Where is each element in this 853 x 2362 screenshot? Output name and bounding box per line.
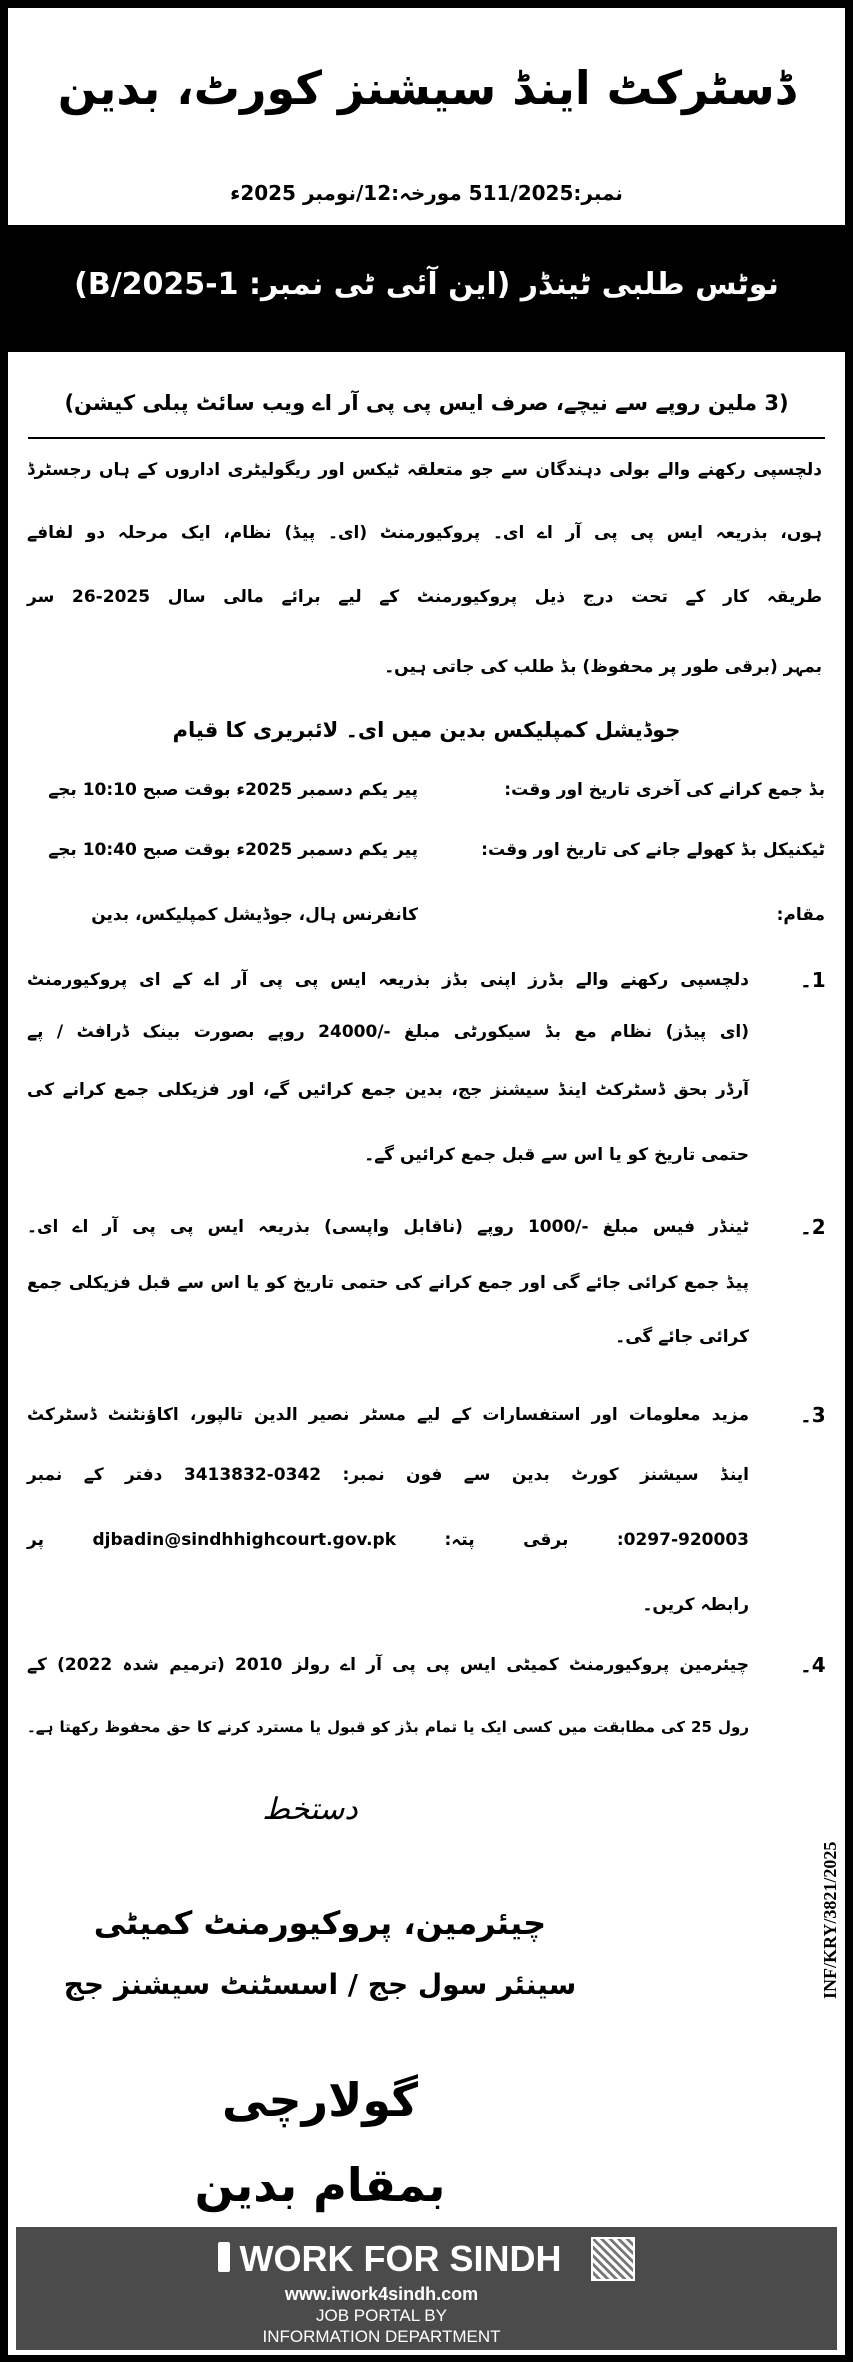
schedule-value: پیر یکم دسمبر 2025ء بوقت صبح 10:10 بجے	[48, 780, 418, 800]
term-number: 3۔	[800, 1403, 826, 1427]
term-number: 4۔	[800, 1653, 826, 1677]
term-line: رابطہ کریں۔	[642, 1595, 749, 1615]
qr-code-icon	[591, 2237, 635, 2281]
term-line: رول 25 کی مطابقت میں کسی ایک یا تمام بڈز کو قبول یا مسترد کرنے کا حق محفوظ رکھتا ہے۔	[27, 1718, 749, 1736]
reference-number: نمبر:511/2025 مورخہ:12/نومبر 2025ء	[230, 181, 623, 205]
term-line: حتمی تاریخ کو یا اس سے قبل جمع کرائیں گے۔	[364, 1145, 749, 1165]
publication-subtitle: (3 ملین روپے سے نیچے، صرف ایس پی پی آر اے ویب سائٹ پبلی کیشن)	[64, 391, 789, 415]
term-line: آرڈر بحق ڈسٹرکٹ اینڈ سیشنز جج، بدین جمع کرائیں گے، اور فزیکلی جمع کرانے کی	[27, 1080, 749, 1100]
intro-line: بمہر (برقی طور پر محفوظ) بڈ طلب کی جاتی ہیں۔	[384, 657, 822, 677]
term-line: اینڈ سیشنز کورٹ بدین سے فون نمبر: 0342-3413832 دفتر کے نمبر	[27, 1465, 749, 1485]
schedule-value: پیر یکم دسمبر 2025ء بوقت صبح 10:40 بجے	[48, 840, 418, 860]
schedule-value: کانفرنس ہال، جوڈیشل کمپلیکس، بدین	[91, 905, 418, 925]
term-line: کرائی جائے گی۔	[615, 1327, 749, 1347]
term-line: دلچسپی رکھنے والے بڈرز اپنی بڈز بذریعہ ایس پی پی آر اے کے ای پروکیورمنٹ	[27, 970, 749, 990]
notice-title: نوٹس طلبی ٹینڈر (این آئی ٹی نمبر: 1-B/2025)	[74, 267, 779, 302]
side-reference: INF/KRY/3821/2025	[820, 1841, 840, 1999]
term-line: مزید معلومات اور استفسارات کے لیے مسٹر نصیر الدین تالپور، اکاؤنٹنٹ ڈسٹرکٹ	[27, 1405, 749, 1425]
portal-url[interactable]: www.iwork4sindh.com	[284, 2284, 479, 2304]
intro-line: دلچسپی رکھنے والے بولی دہندگان سے جو متعلقہ ٹیکس اور ریگولیٹری اداروں کے ہاں رجسٹرڈ	[27, 460, 822, 480]
court-title: ڈسٹرکٹ اینڈ سیشنز کورٹ، بدین	[57, 61, 796, 115]
portal-line1: JOB PORTAL BY	[315, 2306, 447, 2325]
intro-line: طریقہ کار کے تحت درج ذیل پروکیورمنٹ کے لیے برائے مالی سال 2025-26 سر	[27, 587, 822, 607]
i-logo-icon	[218, 2242, 230, 2272]
intro-line: ہوں، بذریعہ ایس پی پی آر اے ای۔ پروکیورمنٹ (ای۔ پیڈ) نظام، ایک مرحلہ دو لفافے	[27, 523, 822, 543]
signatory-designation: سینئر سول جج / اسسٹنٹ سیشنز جج	[63, 1968, 577, 2001]
term-number: 2۔	[800, 1215, 826, 1239]
term-line: ٹینڈر فیس مبلغ -/1000 روپے (ناقابل واپسی) بذریعہ ایس پی پی آر اے ای۔	[27, 1217, 749, 1237]
term-line: پیڈ جمع کرائی جائے گی اور جمع کرانے کی حتمی تاریخ کو یا اس سے قبل فزیکلی جمع	[27, 1273, 749, 1293]
term-line: 0297-920003: برقی پتہ: djbadin@sindhhighcourt.gov.pk پر	[27, 1530, 749, 1550]
term-number: 1۔	[800, 968, 826, 992]
header-box	[8, 8, 845, 225]
signatory-place: گولارچی	[221, 2073, 419, 2127]
subtitle-underline	[28, 437, 825, 439]
brand-name: WORK FOR SINDH	[239, 2238, 562, 2279]
signature: دستخط	[262, 1792, 358, 1827]
schedule-label: مقام:	[776, 905, 825, 925]
work-title: جوڈیشل کمپلیکس بدین میں ای۔ لائبریری کا قیام	[172, 718, 681, 742]
schedule-label: بڈ جمع کرانے کی آخری تاریخ اور وقت:	[504, 780, 825, 800]
portal-line2: INFORMATION DEPARTMENT	[262, 2327, 501, 2346]
signatory-location: بمقام بدین	[194, 2158, 446, 2212]
schedule-label: ٹیکنیکل بڈ کھولے جانے کی تاریخ اور وقت:	[481, 840, 825, 860]
signatory-title: چیئرمین، پروکیورمنٹ کمیٹی	[93, 1904, 547, 1942]
term-line: چیئرمین پروکیورمنٹ کمیٹی ایس پی پی آر اے رولز 2010 (ترمیم شدہ 2022) کے	[27, 1655, 749, 1675]
brand-row	[16, 2237, 837, 2281]
term-line: (ای پیڈز) نظام مع بڈ سیکورٹی مبلغ -/24000 روپے بصورت بینک ڈرافٹ / پے	[27, 1022, 749, 1042]
footer-banner	[16, 2227, 837, 2350]
